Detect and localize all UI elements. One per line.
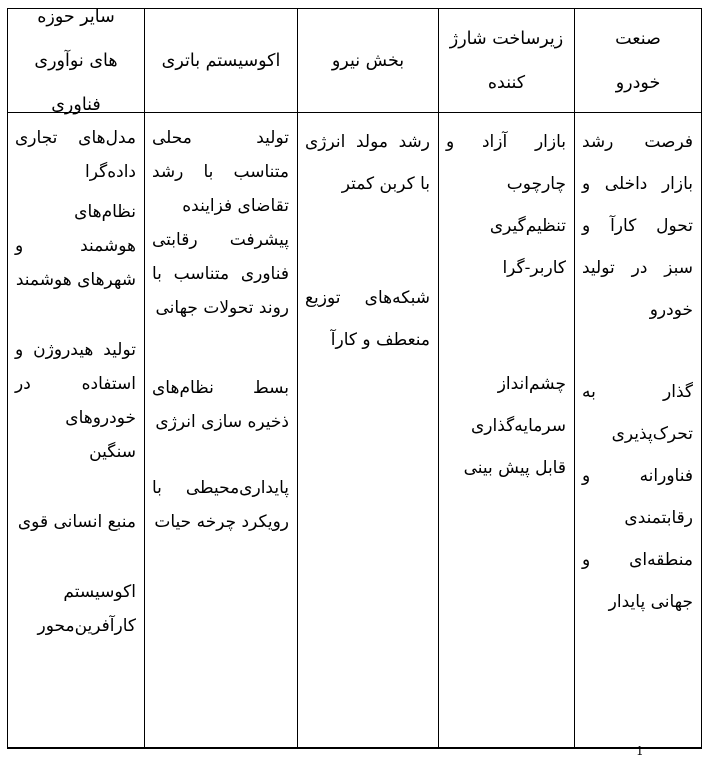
paragraph: چشم‌انداز سرمایه‌گذاری قابل پیش بینی (463, 374, 566, 478)
header-power-sector (298, 9, 438, 113)
body-battery-ecosystem (145, 113, 297, 747)
paragraph: بازار آزاد و چارچوب تنظیم‌گیری کاربر-گرا (446, 132, 566, 278)
column-other-innovation-areas (8, 6, 144, 747)
strategy-table (7, 8, 702, 749)
paragraph: نظام‌های هوشمند و شهرهای هوشمند (15, 202, 136, 290)
header-line: زیرساخت شارژ (449, 28, 564, 49)
paragraph: منبع انسانی قوی (17, 512, 136, 532)
body-auto-industry (575, 113, 701, 747)
body-charging-infrastructure (439, 113, 574, 747)
paragraph: مدل‌های تجاری داده‌گرا (15, 128, 136, 182)
column-battery-ecosystem (144, 9, 297, 747)
paragraph: پیشرفت رقابتی فناوری متناسب با روند تحولات جهانی (152, 230, 289, 318)
paragraph: پایداری‌محیطی با رویکرد چرخه حیات (152, 478, 289, 532)
header-line: فناوری (51, 94, 101, 115)
paragraph: رشد مولد انرژی با کربن کمتر (305, 132, 430, 194)
header-line: کننده (487, 72, 526, 93)
header-line: اکوسیستم باتری (161, 50, 281, 71)
header-line: های نوآوری (34, 50, 118, 71)
paragraph: بسط نظام‌های ذخیره سازی انرژی (152, 378, 289, 432)
header-other-innovation-areas (8, 6, 144, 115)
header-line: سایر حوزه (37, 6, 115, 27)
header-line: خودرو (615, 72, 661, 93)
paragraph: اکوسیستم کارآفرین‌محور (37, 582, 136, 636)
paragraph: شبکه‌های توزیع منعطف و کارآ (305, 288, 430, 350)
footnote-mark: 1 (636, 744, 644, 758)
column-auto-industry (574, 9, 701, 747)
header-charging-infrastructure (439, 9, 574, 113)
header-line: بخش نیرو (331, 50, 405, 71)
body-other-innovation-areas (8, 113, 144, 747)
body-power-sector (298, 113, 438, 747)
column-power-sector (297, 9, 438, 747)
paragraph: گذار به تحرک‌پذیری فناورانه و رقابتمندی منطقه‌ای و جهانی پایدار (582, 382, 693, 612)
header-auto-industry (575, 9, 701, 113)
paragraph: تولید محلی متناسب با رشد تقاضای فزاینده (152, 128, 289, 216)
paragraph: فرصت رشد بازار داخلی و تحول کارآ و سبز در تولید خودرو (582, 132, 693, 320)
column-charging-infrastructure (438, 9, 574, 747)
header-line: صنعت (615, 28, 661, 49)
paragraph: تولید هیدروژن و استفاده در خودروهای سنگین (15, 340, 136, 462)
header-battery-ecosystem (145, 9, 297, 113)
